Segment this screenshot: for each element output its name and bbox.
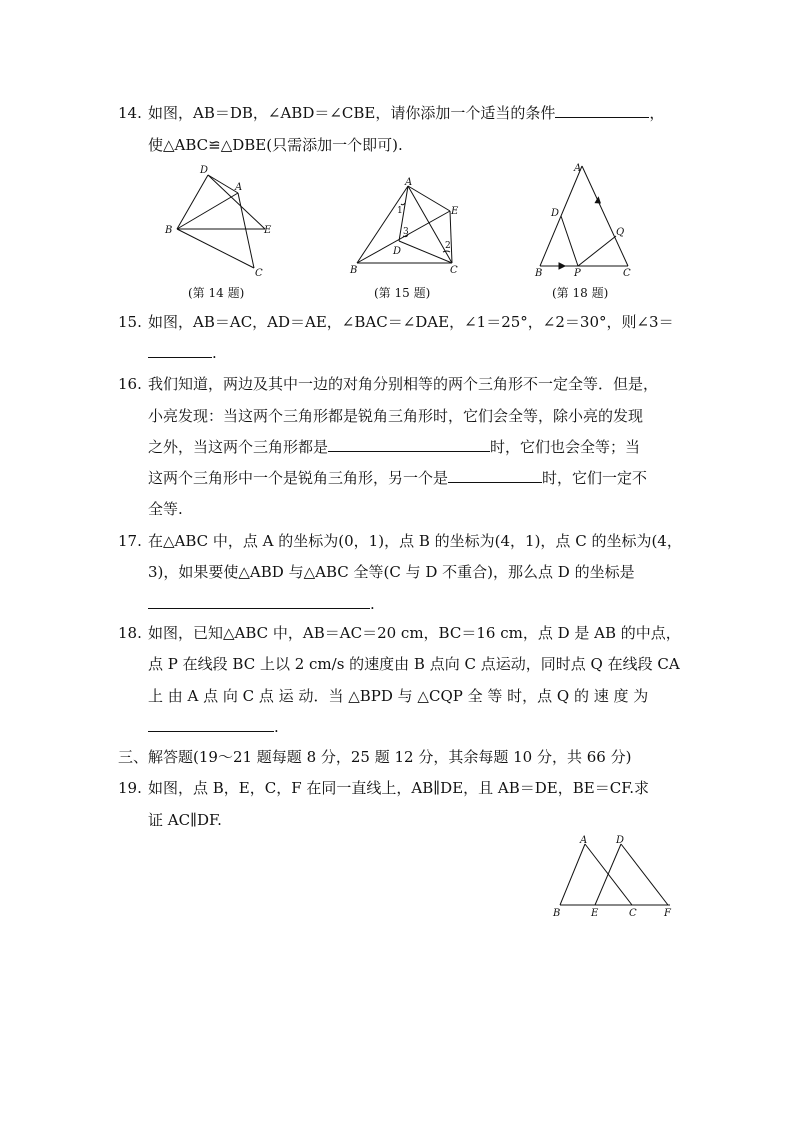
segment-BE <box>357 211 450 263</box>
question-number: 19. <box>118 779 142 797</box>
segment-DF <box>621 844 668 905</box>
segment-BA <box>177 193 238 229</box>
figure-18-caption: (第 18 题) <box>552 286 609 300</box>
q18-line-1: 如图，已知△ABC 中，AB＝AC＝20 cm，BC＝16 cm，点 D 是 AB 的中点， <box>148 624 681 642</box>
label-B: B <box>535 268 543 278</box>
q14-line-2: 使△ABC≌△DBE(只需添加一个即可). <box>148 136 403 154</box>
question-number: 14. <box>118 104 142 122</box>
q19-line-1: 如图，点 B，E，C，F 在同一直线上，AB∥DE，且 AB＝DE，BE＝CF.求 <box>148 779 650 797</box>
q18-line-4 <box>148 717 279 737</box>
figure-15 <box>345 174 470 278</box>
question-number: 17. <box>118 532 142 550</box>
label-A: A <box>235 182 243 193</box>
q14-punct: ， <box>649 104 665 122</box>
answer-blank[interactable] <box>148 343 212 358</box>
q16-text-d: 时，它们一定不 <box>542 469 648 487</box>
segment-AE <box>408 186 450 211</box>
label-A: A <box>580 835 588 846</box>
arrow-on-AC <box>595 197 603 205</box>
q16-line-2: 小亮发现：当这两个三角形都是锐角三角形时，它们会全等，除小亮的发现 <box>148 407 644 425</box>
q16-line-4 <box>148 468 647 488</box>
angle-1-arc <box>401 203 405 205</box>
label-D: D <box>393 246 402 257</box>
label-P: P <box>574 268 581 278</box>
q16-line-5: 全等. <box>148 500 183 518</box>
q15-line-1: 如图，AB＝AC，AD＝AE，∠BAC＝∠DAE，∠1＝25°，∠2＝30°，则∠3＝ <box>148 313 674 331</box>
figure-19 <box>548 832 678 922</box>
angle-2-arc <box>443 251 450 252</box>
q15-period: . <box>212 344 217 362</box>
q14-text: 如图，AB＝DB，∠ABD＝∠CBE，请你添加一个适当的条件 <box>148 104 556 122</box>
question-number: 18. <box>118 624 142 642</box>
answer-blank[interactable] <box>148 717 274 732</box>
q16-line-1: 我们知道，两边及其中一边的对角分别相等的两个三角形不一定全等．但是， <box>148 375 659 393</box>
q14-line-1 <box>148 103 664 123</box>
q17-period: . <box>370 595 375 613</box>
q16-text-a: 之外，当这两个三角形都是 <box>148 438 329 456</box>
segment-EC <box>450 211 452 263</box>
label-B: B <box>165 225 173 236</box>
label-E: E <box>591 908 599 919</box>
q19-line-2: 证 AC∥DF. <box>148 811 222 829</box>
segment-DA <box>208 175 238 193</box>
q18-period: . <box>274 718 279 736</box>
label-E: E <box>264 225 272 236</box>
label-B: B <box>350 265 358 276</box>
q16-text-b: 时，它们也会全等；当 <box>490 438 641 456</box>
figure-15-caption: (第 15 题) <box>374 286 431 300</box>
label-angle-3: 3 <box>403 227 409 237</box>
label-C: C <box>629 908 637 919</box>
label-D: D <box>551 208 560 219</box>
q18-line-3: 上 由 A 点 向 C 点 运 动．当 △BPD 与 △CQP 全 等 时，点 Q 的 速 度 为 <box>148 687 649 705</box>
q16-text-c: 这两个三角形中一个是锐角三角形，另一个是 <box>148 469 449 487</box>
label-C: C <box>450 265 458 276</box>
segment-AC <box>238 193 254 268</box>
answer-blank[interactable] <box>448 468 542 483</box>
segment-DP <box>561 216 578 266</box>
figure-14-caption: (第 14 题) <box>188 286 245 300</box>
label-C: C <box>623 268 631 278</box>
label-angle-1: 1 <box>397 206 403 216</box>
question-number: 15. <box>118 313 142 331</box>
q15-line-2 <box>148 343 217 363</box>
label-F: F <box>664 908 671 919</box>
q17-line-3 <box>148 594 375 614</box>
label-A: A <box>574 163 582 174</box>
answer-blank[interactable] <box>328 437 490 452</box>
segment-BC <box>177 229 254 268</box>
section-heading: 三、解答题(19～21 题每题 8 分，25 题 12 分，其余每题 10 分，共 66 分) <box>118 748 632 766</box>
q17-line-1: 在△ABC 中，点 A 的坐标为(0，1)，点 B 的坐标为(4，1)，点 C 的坐标为(4， <box>148 532 682 550</box>
segment-AC <box>582 166 628 266</box>
arrow-on-BC <box>559 263 565 269</box>
answer-blank[interactable] <box>555 103 649 118</box>
segment-PQ <box>578 236 616 266</box>
question-number: 16. <box>118 375 142 393</box>
label-D: D <box>616 835 625 846</box>
q16-line-3 <box>148 437 640 457</box>
figure-14 <box>160 160 280 278</box>
q18-line-2: 点 P 在线段 BC 上以 2 cm/s 的速度由 B 点向 C 点运动，同时点 Q 在线段 CA <box>148 655 680 673</box>
q17-line-2: 3)，如果要使△ABD 与△ABC 全等(C 与 D 不重合)，那么点 D 的坐标是 <box>148 563 635 581</box>
label-D: D <box>200 165 209 176</box>
figure-18 <box>530 158 640 278</box>
label-angle-2: 2 <box>445 241 451 251</box>
label-E: E <box>451 206 459 217</box>
segment-BD <box>177 175 208 229</box>
label-Q: Q <box>616 227 625 238</box>
label-A: A <box>405 177 413 188</box>
label-B: B <box>553 908 561 919</box>
segment-AB <box>560 844 585 905</box>
segment-DE <box>595 844 621 905</box>
answer-blank[interactable] <box>148 594 370 609</box>
label-C: C <box>255 268 263 278</box>
